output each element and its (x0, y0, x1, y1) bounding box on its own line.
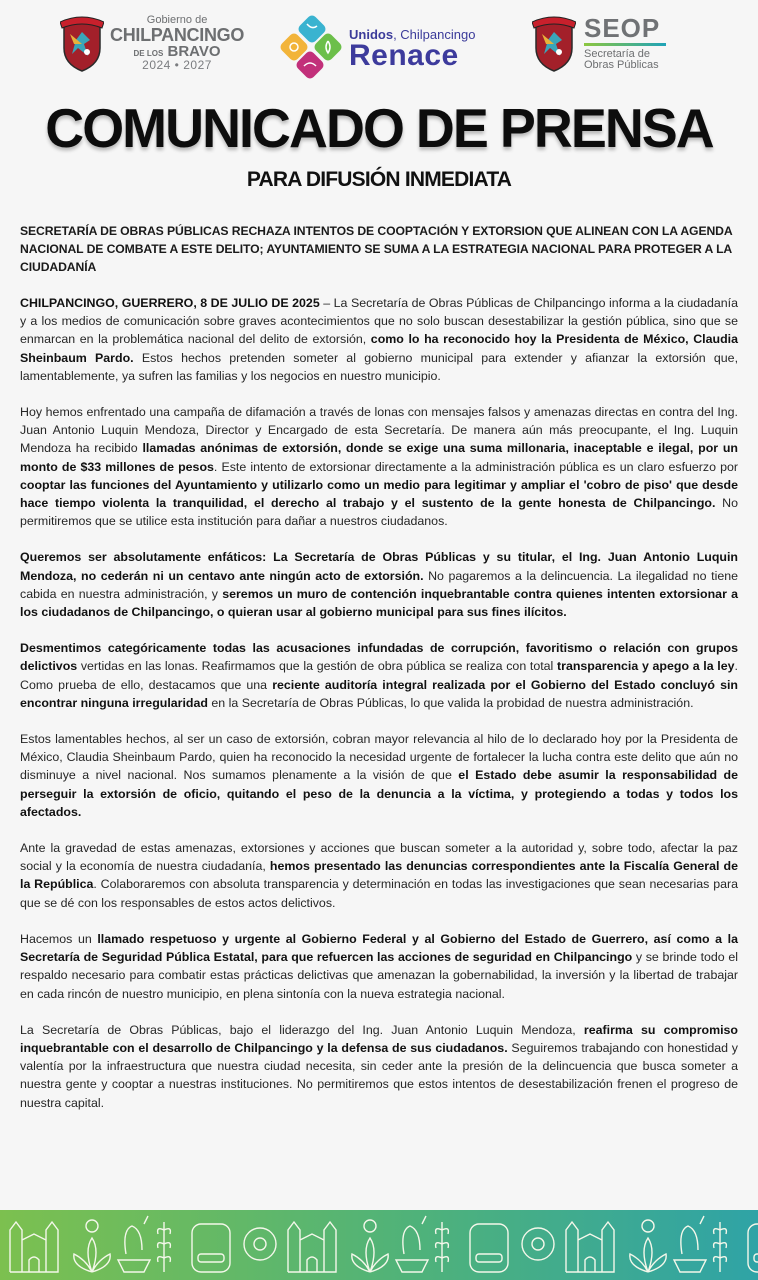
church-icon (566, 1222, 614, 1272)
renace-logo (275, 14, 475, 84)
paragraphs (20, 294, 738, 1112)
vine-icon (436, 1222, 449, 1272)
text: No pagaremos a la delincuencia. La ilegalidad no tiene cabida en nuestra administración, y (20, 568, 738, 601)
paragraph (20, 639, 738, 712)
header-logos (0, 0, 758, 95)
bold-text: hemos presentado las denuncias correspondientes ante la Fiscalía General de la República (20, 859, 738, 892)
paragraph (20, 839, 738, 912)
bold-text: Desmentimos categóricamente todas las acusaciones infundadas de corrupción, favoritismo o relación con grupos delictivos (20, 641, 738, 674)
bold-text: llamado respetuoso y urgente al Gobierno Federal y al Gobierno del Estado de Guerrero, así como a la Secretaría de Seguridad Pública Estatal, para que refuercen las acciones de seguridad en Chilpancingo (20, 931, 738, 965)
renace-flower-icon (275, 14, 345, 84)
mask-mouth-icon (476, 1254, 502, 1262)
renace-wordmark: Renace (349, 38, 459, 72)
seop-logo (532, 14, 666, 72)
text: No permitiremos que se utilice esta institución para dañar a nuestros ciudadanos. (20, 496, 738, 529)
text: La Secretaría de Obras Públicas, bajo el liderazgo del Ing. Juan Antonio Luquin Mendoza, (20, 1022, 584, 1037)
text: Estos hechos pretenden someter al gobierno municipal para extender y afianzar la extorsión que, lamentablemente, ya sufren las familias y los negocios en nuestro municipio. (20, 350, 739, 383)
calendar-stone-center-icon (254, 1238, 266, 1250)
paragraph (20, 403, 738, 530)
bowl-icon (674, 1216, 706, 1272)
calendar-stone-icon (522, 1228, 554, 1260)
text: Hacemos un (20, 931, 98, 946)
seop-line2: Obras Públicas (584, 59, 659, 71)
jaguar-mask-icon (748, 1224, 758, 1272)
footer-banner (0, 1210, 758, 1280)
flower-icon (86, 1220, 98, 1232)
text: vertidas en las lonas. Reafirmamos que la gestión de obra pública se realiza con total (77, 659, 557, 674)
bold-text: reafirma su compromiso inquebrantable con el desarrollo de Chilpancingo y la defensa de sus ciudadanos. (20, 1022, 739, 1055)
paragraph (20, 730, 738, 821)
page-title: COMUNICADO DE PRENSA (45, 97, 713, 159)
text: – La Secretaría de Obras Públicas de Chilpancingo informa a la ciudadanía y a los medios de comunicación sobre graves acontecimientos que no solo buscan desestabilizar la gestión pública, sino que se enmarcan en la problemática nacional del delito de extorsión, (20, 296, 738, 347)
gobierno-chilpancingo-logo (60, 14, 244, 72)
text: Estos lamentables hechos, al ser un caso de extorsión, cobran mayor relevancia al hilo de lo declarado hoy por la Presidenta de México, Claudia Sheinbaum Pardo, quien ha reconocido la necesidad urgente de fortalecer la lucha contra este delito que aún no disminuye a nivel nacional. Nos sumamos plenamente a la visión de que (20, 732, 738, 783)
paragraph (20, 294, 738, 385)
bold-text: seremos un muro de contención inquebrantable contra quienes intenten extorsionar a los ciudadanos de Chilpancingo, o quieran usar al gobierno municipal para sus fines ilícitos. (20, 586, 738, 620)
text: . Colaboraremos con absoluta transparencia y determinación en todas las investigaciones que sean necesarias para que se dé con los responsables de estos actos delictivos. (20, 877, 738, 910)
text: . Este intento de extorsionar directamente a la administración pública es un claro esfuerzo por (213, 459, 739, 474)
agave-icon (630, 1238, 666, 1272)
agave-icon (74, 1238, 110, 1272)
seop-gradient-bar (584, 43, 666, 46)
bold-text: reciente auditoría integral realizada por el Gobierno del Estado concluyó sin encontrar ninguna irregularidad (20, 677, 738, 710)
seop-line1: Secretaría de (584, 48, 651, 60)
renace-line1-bold: Unidos (349, 26, 394, 42)
text: y se brinde todo el respaldo necesario para combatir estas prácticas delictivas que amenazan la gobernabilidad, la inversión y la libertad de trabajar en cada rincón de nuestro municipio, en plena sintonía con la nueva estrategia nacional. (20, 950, 738, 1001)
bold-text: CHILPANCINGO, GUERRERO, 8 DE JULIO DE 2025 (20, 296, 320, 310)
renace-line1-rest: , Chilpancingo (393, 26, 476, 42)
headline: SECRETARÍA DE OBRAS PÚBLICAS RECHAZA INTENTOS DE COOPTACIÓN Y EXTORSION QUE ALINEAN CON LA AGENDA NACIONAL DE COMBATE A ESTE DELITO; AYUNTAMIENTO SE SUMA A LA ESTRATEGIA NACIONAL PARA PROTEGER A LA CIUDADANÍA (20, 224, 733, 274)
mask-mouth-icon (754, 1254, 758, 1262)
bowl-icon (118, 1216, 150, 1272)
gobierno-period: 2024 • 2027 (142, 58, 212, 72)
jaguar-mask-icon (192, 1224, 230, 1272)
text: . Como prueba de ello, destacamos que una (20, 659, 738, 692)
page-subtitle: PARA DIFUSIÓN INMEDIATA (246, 168, 512, 191)
agave-icon (352, 1238, 388, 1272)
paragraph (20, 930, 738, 1003)
seop-acronym: SEOP (584, 13, 661, 43)
calendar-stone-center-icon (532, 1238, 544, 1250)
text: Seguiremos trabajando con honestidad y valentía por la infraestructura que nuestra ciudad necesita, sin ceder ante la presión de la delincuencia que busca someter a nuestra gente y cooptar a nuestras instituciones. No permitiremos que estos intentos de desestabilización frenen el progreso de nuestra capital. (20, 1040, 738, 1110)
bold-text: Queremos ser absolutamente enfáticos: La Secretaría de Obras Públicas y su titular, el Ing. Juan Antonio Luquin Mendoza, no cederán ni un centavo ante ningún acto de extorsión. (20, 550, 738, 583)
bold-text: como lo ha reconocido hoy la Presidenta de México, Claudia Sheinbaum Pardo. (20, 332, 738, 365)
bowl-icon (396, 1216, 428, 1272)
mask-mouth-icon (198, 1254, 224, 1262)
gobierno-line1: Gobierno de (146, 14, 208, 26)
vine-icon (714, 1222, 727, 1272)
calendar-stone-icon (244, 1228, 276, 1260)
chilpancingo-shield-icon (532, 14, 576, 72)
gobierno-line3: BRAVO (167, 43, 221, 60)
bold-text: transparencia y apego a la ley (557, 659, 735, 674)
church-icon (288, 1222, 336, 1272)
flower-icon (642, 1220, 654, 1232)
press-release-body (20, 222, 738, 1130)
chilpancingo-shield-icon (60, 14, 104, 72)
jaguar-mask-icon (470, 1224, 508, 1272)
paragraph (20, 548, 738, 621)
bold-text: el Estado debe asumir la responsabilidad de perseguir la extorsión de oficio, quitando el peso de la denuncia a la víctima, y protegiendo a todas y todos los afectados. (20, 768, 738, 819)
bold-text: llamadas anónimas de extorsión, donde se exige una suma millonaria, inaceptable e ilegal, por un monto de $33 millones de pesos (20, 441, 738, 474)
cultural-pattern-banner-icon (0, 1210, 758, 1280)
text: Ante la gravedad de estas amenazas, extorsiones y acciones que buscan someter a la autoridad y, sobre todo, afectar la paz social y la economía de nuestra ciudadanía, (20, 841, 738, 874)
church-icon (10, 1222, 58, 1272)
gobierno-line3-small: DE LOS (133, 49, 164, 58)
text: en la Secretaría de Obras Públicas, lo que valida la probidad de nuestra administración. (207, 695, 694, 710)
gobierno-line2: CHILPANCINGO (110, 25, 245, 45)
vine-icon (158, 1222, 171, 1272)
text: Hoy hemos enfrentado una campaña de difamación a través de lonas con mensajes falsos y amenazas directas en contra del Ing. Juan Antonio Luquin Mendoza, Director y Encargado de esta Secretaría. De manera aún más preocupante, el Ing. Luquin Mendoza ha recibido (20, 405, 738, 456)
paragraph (20, 1021, 738, 1112)
flower-icon (364, 1220, 376, 1232)
bold-text: cooptar las funciones del Ayuntamiento y utilizarlo como un medio para legitimar y ampliar el 'cobro de piso' que desde hace tiempo violenta la tranquilidad, el derecho al trabajo y el sustento de la gente honesta de Chilpancingo. (20, 477, 738, 511)
